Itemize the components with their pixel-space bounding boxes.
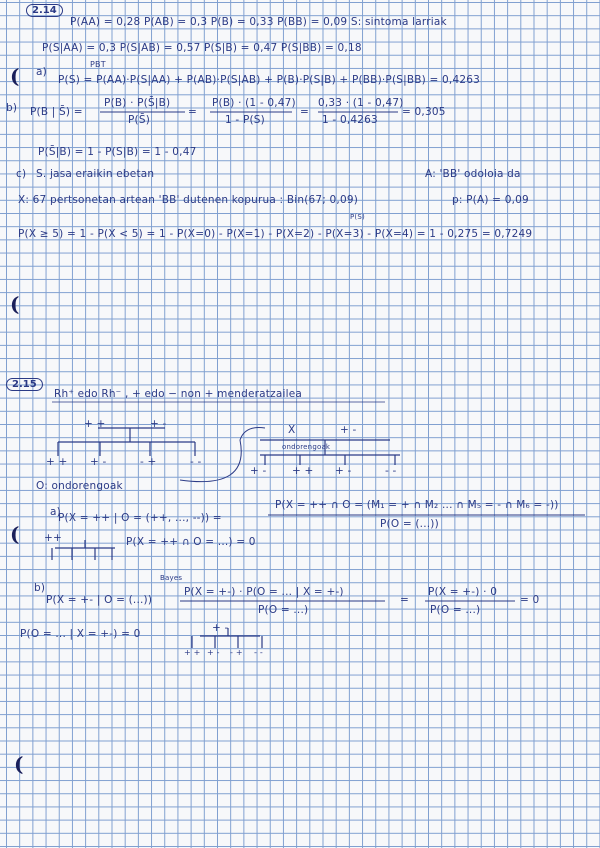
tree-right-child-4: - - (385, 465, 397, 477)
p-note: P(S) (350, 213, 365, 221)
equals-sign: = (300, 106, 309, 118)
part-a-claim: P(X = ++ ∩ O = ...) = 0 (126, 536, 256, 548)
margin-bracket: ( (10, 292, 20, 316)
part-b-numerator-1: P(B) · P(S̄|B) (104, 97, 171, 109)
part-b-numerator-3: 0,33 · (1 - 0,47) (318, 97, 404, 109)
part-a-label: a) (36, 66, 47, 78)
bayes-note: Bayes (160, 574, 183, 582)
part-b-result: = 0,305 (402, 106, 446, 118)
tree-child-3: - + (140, 456, 157, 468)
part-a-formula: P(S) = P(AA)·P(S|AA) + P(AB)·P(S|AB) + P(B)·P(S|B) + P(BB)·P(S|BB) = 0,4263 (58, 74, 480, 86)
equals-sign: = (188, 106, 197, 118)
final-line: P(O = ... | X = +-) = 0 (20, 628, 141, 640)
part-b-denominator-1: P(S̄) (128, 114, 150, 126)
tree-right-child-1: + - (250, 465, 267, 477)
part-c-formula: P(X ≥ 5) = 1 - P(X < 5) = 1 - P(X=0) - P(X=1) - P(X=2) - P(X=3) - P(X=4) = 1 - 0,275 = 0,7249 (18, 228, 533, 240)
tree-x-label: X (288, 424, 296, 436)
tree-top-genotype: + + (84, 418, 106, 430)
part-b-numerator-2: P(B) · (1 - 0,47) (212, 97, 296, 109)
small-tree-root: ++ (44, 532, 62, 544)
tree-right-child-2: + + (292, 465, 314, 477)
tree-right-caption: ondorengoak (282, 443, 331, 451)
part-a-lhs: P(X = ++ | O = (++, ..., --)) = (58, 512, 222, 524)
part-c-text: S. jasa eraikin ebetan (36, 168, 155, 180)
final-tree-root: + - (212, 622, 229, 634)
part-b-lhs: P(X = +- | O = (...)) (46, 594, 153, 606)
p-definition: p: P(A) = 0,09 (452, 194, 529, 206)
part-a-note: PBT (90, 60, 106, 69)
part-a-numerator: P(X = ++ ∩ O = (M₁ = + ∩ M₂ ... ∩ M₅ = - ∩ M₆ = -)) (275, 499, 559, 511)
probabilities-line-2: P(S|AA) = 0,3 P(S|AB) = 0,57 P(S|B) = 0,47 P(S|BB) = 0,18 (42, 42, 362, 54)
part-b-label: b) (34, 582, 46, 594)
tree-child-2: + - (90, 456, 107, 468)
part-a-denominator: P(O = (...)) (380, 518, 439, 530)
part-b-denominator-3: 1 - 0,4263 (322, 114, 378, 126)
part-b-numerator: P(X = +-) · P(O = ... | X = +-) (184, 586, 344, 598)
final-tree-child-3: - + (230, 648, 243, 657)
part-a-label: a) (50, 506, 61, 518)
part-b-result: = 0 (520, 594, 540, 606)
tree-mid-genotype: + - (150, 418, 167, 430)
variable-definition: X: 67 pertsonetan artean 'BB' dutenen kopurua : Bin(67; 0,09) (18, 194, 359, 206)
part-b-mid-denominator: P(O = ...) (430, 604, 481, 616)
part-b-mid-numerator: P(X = +-) · 0 (428, 586, 498, 598)
probabilities-line-1: P(AA) = 0,28 P(AB) = 0,3 P(B) = 0,33 P(BB) = 0,09 S: sintoma larriak (70, 16, 447, 28)
part-b-denominator-2: 1 - P(S) (225, 114, 265, 126)
tree-right-child-3: + - (335, 465, 352, 477)
final-tree-child-4: - - (254, 648, 263, 657)
tree-child-1: + + (46, 456, 68, 468)
problem-number-badge: 2.14 (26, 4, 63, 17)
part-b-label: b) (6, 102, 18, 114)
margin-bracket: ( (14, 752, 24, 776)
final-tree-child-1: + + (184, 648, 201, 657)
tree-child-4: - - (190, 456, 202, 468)
part-b-lhs: P(B | S̄) = (30, 106, 83, 118)
part-c-label: c) (16, 168, 27, 180)
left-genotype-tree (58, 428, 195, 456)
tree-right-parent: + - (340, 424, 357, 436)
margin-bracket: ( (10, 522, 20, 546)
equals-sign: = (400, 594, 409, 606)
final-tree-child-2: + - (207, 648, 220, 657)
o-definition: O: ondorengoak (36, 480, 123, 492)
problem-intro: Rh⁺ edo Rh⁻ , + edo − non + menderatzailea (54, 388, 302, 400)
event-definition: A: 'BB' odoloia da (425, 168, 521, 180)
margin-bracket: ( (10, 64, 20, 88)
complement-formula: P(S̄|B) = 1 - P(S|B) = 1 - 0,47 (38, 146, 197, 158)
part-b-denominator: P(O = ...) (258, 604, 309, 616)
problem-number-badge: 2.15 (6, 378, 43, 391)
